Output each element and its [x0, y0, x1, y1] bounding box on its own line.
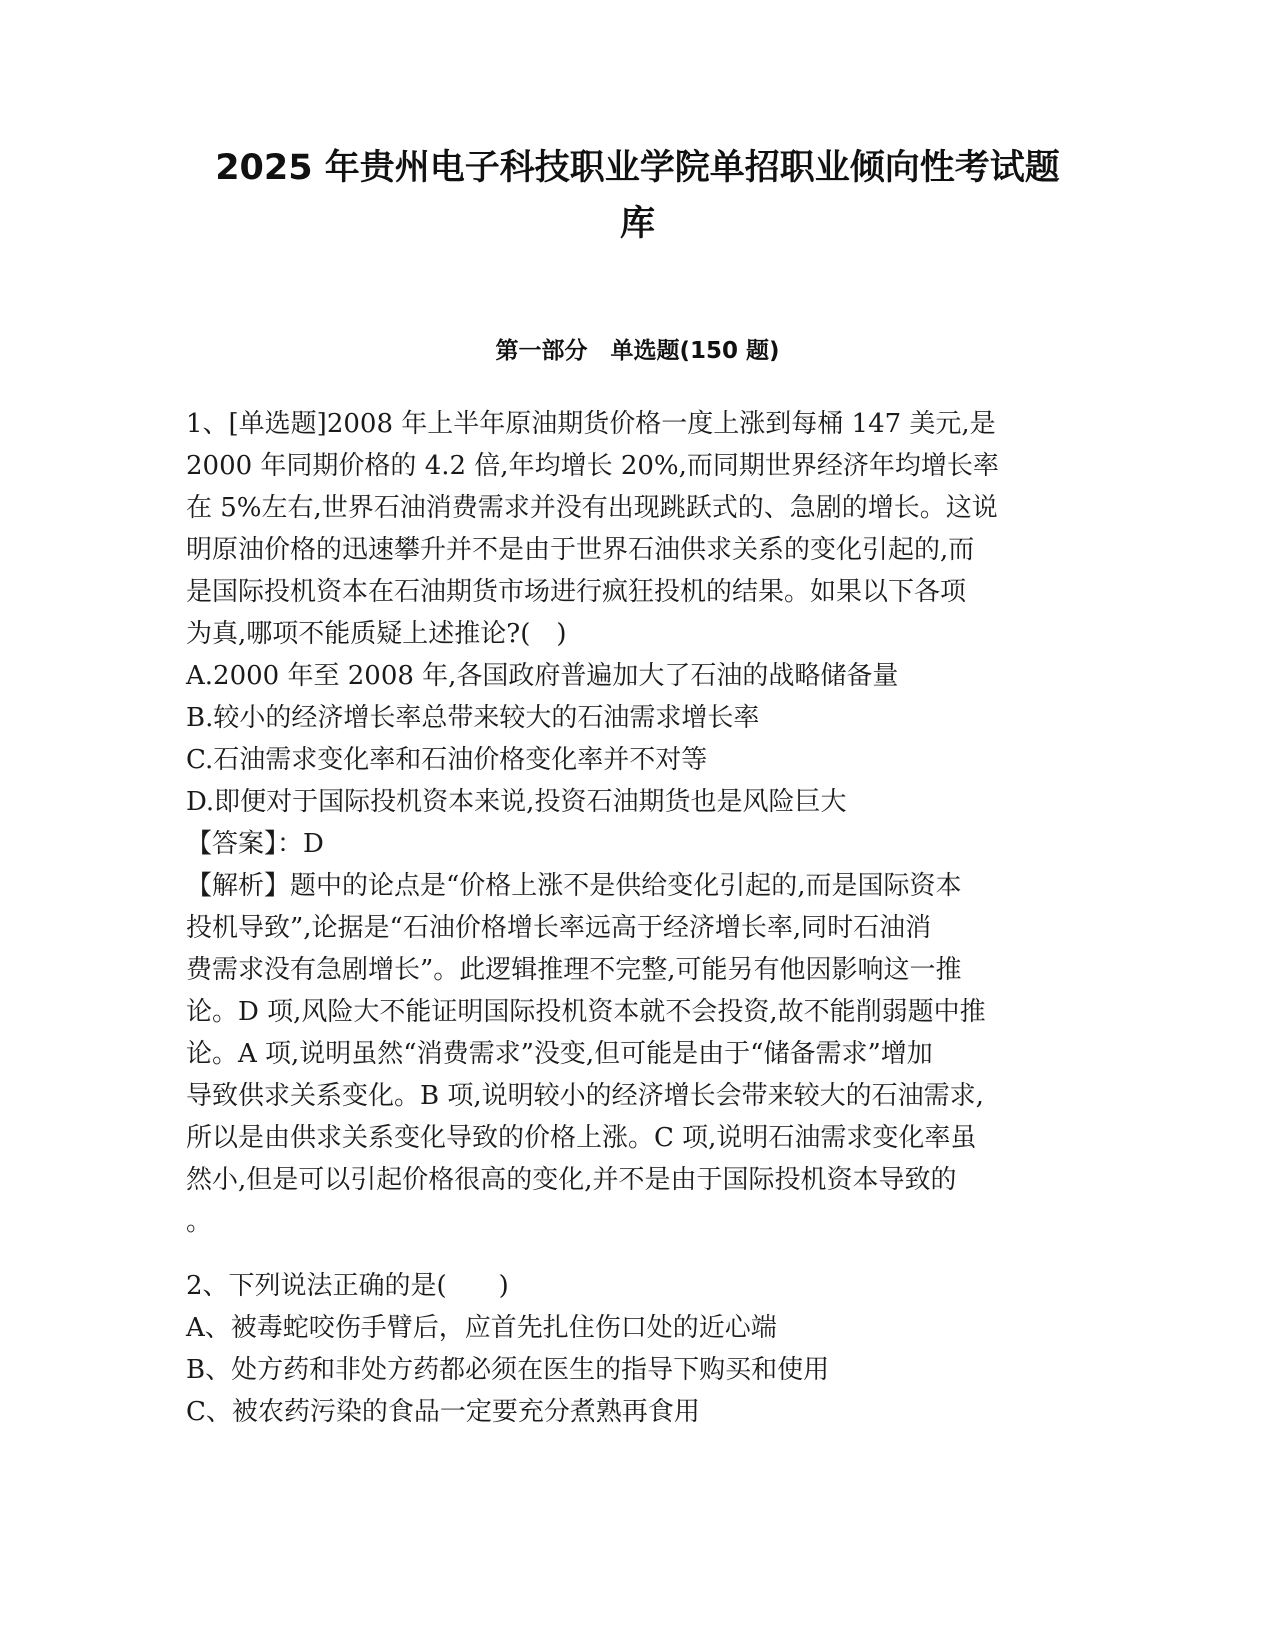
analysis-line: 费需求没有急剧增长”。此逻辑推理不完整,可能另有他因影响这一推	[186, 955, 962, 985]
analysis-line: 【解析】题中的论点是“价格上涨不是供给变化引起的,而是国际资本	[186, 871, 962, 901]
option-c: C、被农药污染的食品一定要充分煮熟再食用	[186, 1397, 700, 1427]
question-1-options	[186, 655, 1086, 823]
analysis-line: 。	[186, 1207, 213, 1237]
stem-line: 1、[单选题]2008 年上半年原油期货价格一度上涨到每桶 147 美元,是	[186, 409, 996, 439]
question-2-options	[186, 1307, 1086, 1433]
analysis-line: 投机导致”,论据是“石油价格增长率远高于经济增长率,同时石油消	[186, 913, 932, 943]
analysis-line: 然小,但是可以引起价格很高的变化,并不是由于国际投机资本导致的	[186, 1165, 957, 1195]
analysis-line: 论。D 项,风险大不能证明国际投机资本就不会投资,故不能削弱题中推	[186, 997, 986, 1027]
document-title	[150, 140, 1125, 252]
stem-line: 2000 年同期价格的 4.2 倍,年均增长 20%,而同期世界经济年均增长率	[186, 451, 999, 481]
question-1-stem	[186, 403, 1086, 655]
analysis-line: 导致供求关系变化。B 项,说明较小的经济增长会带来较大的石油需求,	[186, 1081, 984, 1111]
option-c: C.石油需求变化率和石油价格变化率并不对等	[186, 745, 708, 775]
option-b: B.较小的经济增长率总带来较大的石油需求增长率	[186, 703, 760, 733]
analysis-line: 论。A 项,说明虽然“消费需求”没变,但可能是由于“储备需求”增加	[186, 1039, 933, 1069]
stem-line: 在 5%左右,世界石油消费需求并没有出现跳跃式的、急剧的增长。这说	[186, 493, 998, 523]
stem-line: 是国际投机资本在石油期货市场进行疯狂投机的结果。如果以下各项	[186, 577, 967, 607]
stem-line: 明原油价格的迅速攀升并不是由于世界石油供求关系的变化引起的,而	[186, 535, 975, 565]
title-line-2: 库	[619, 204, 655, 244]
analysis	[186, 865, 1086, 1243]
question-1	[186, 403, 1086, 1243]
stem-line: 为真,哪项不能质疑上述推论?( )	[186, 619, 567, 649]
questions-body	[186, 403, 1086, 1433]
question-2	[186, 1265, 1086, 1433]
title-line-1: 2025 年贵州电子科技职业学院单招职业倾向性考试题	[215, 148, 1060, 188]
option-a: A、被毒蛇咬伤手臂后，应首先扎住伤口处的近心端	[186, 1313, 777, 1343]
section-heading: 第一部分 单选题(150 题)	[495, 338, 780, 364]
option-a: A.2000 年至 2008 年,各国政府普遍加大了石油的战略储备量	[186, 661, 899, 691]
question-spacer	[186, 1243, 1086, 1265]
option-b: B、处方药和非处方药都必须在医生的指导下购买和使用	[186, 1355, 830, 1385]
question-2-stem: 2、下列说法正确的是( )	[186, 1271, 509, 1301]
option-d: D.即便对于国际投机资本来说,投资石油期货也是风险巨大	[186, 787, 847, 817]
analysis-line: 所以是由供求关系变化导致的价格上涨。C 项,说明石油需求变化率虽	[186, 1123, 977, 1153]
answer: 【答案】：D	[186, 829, 324, 859]
